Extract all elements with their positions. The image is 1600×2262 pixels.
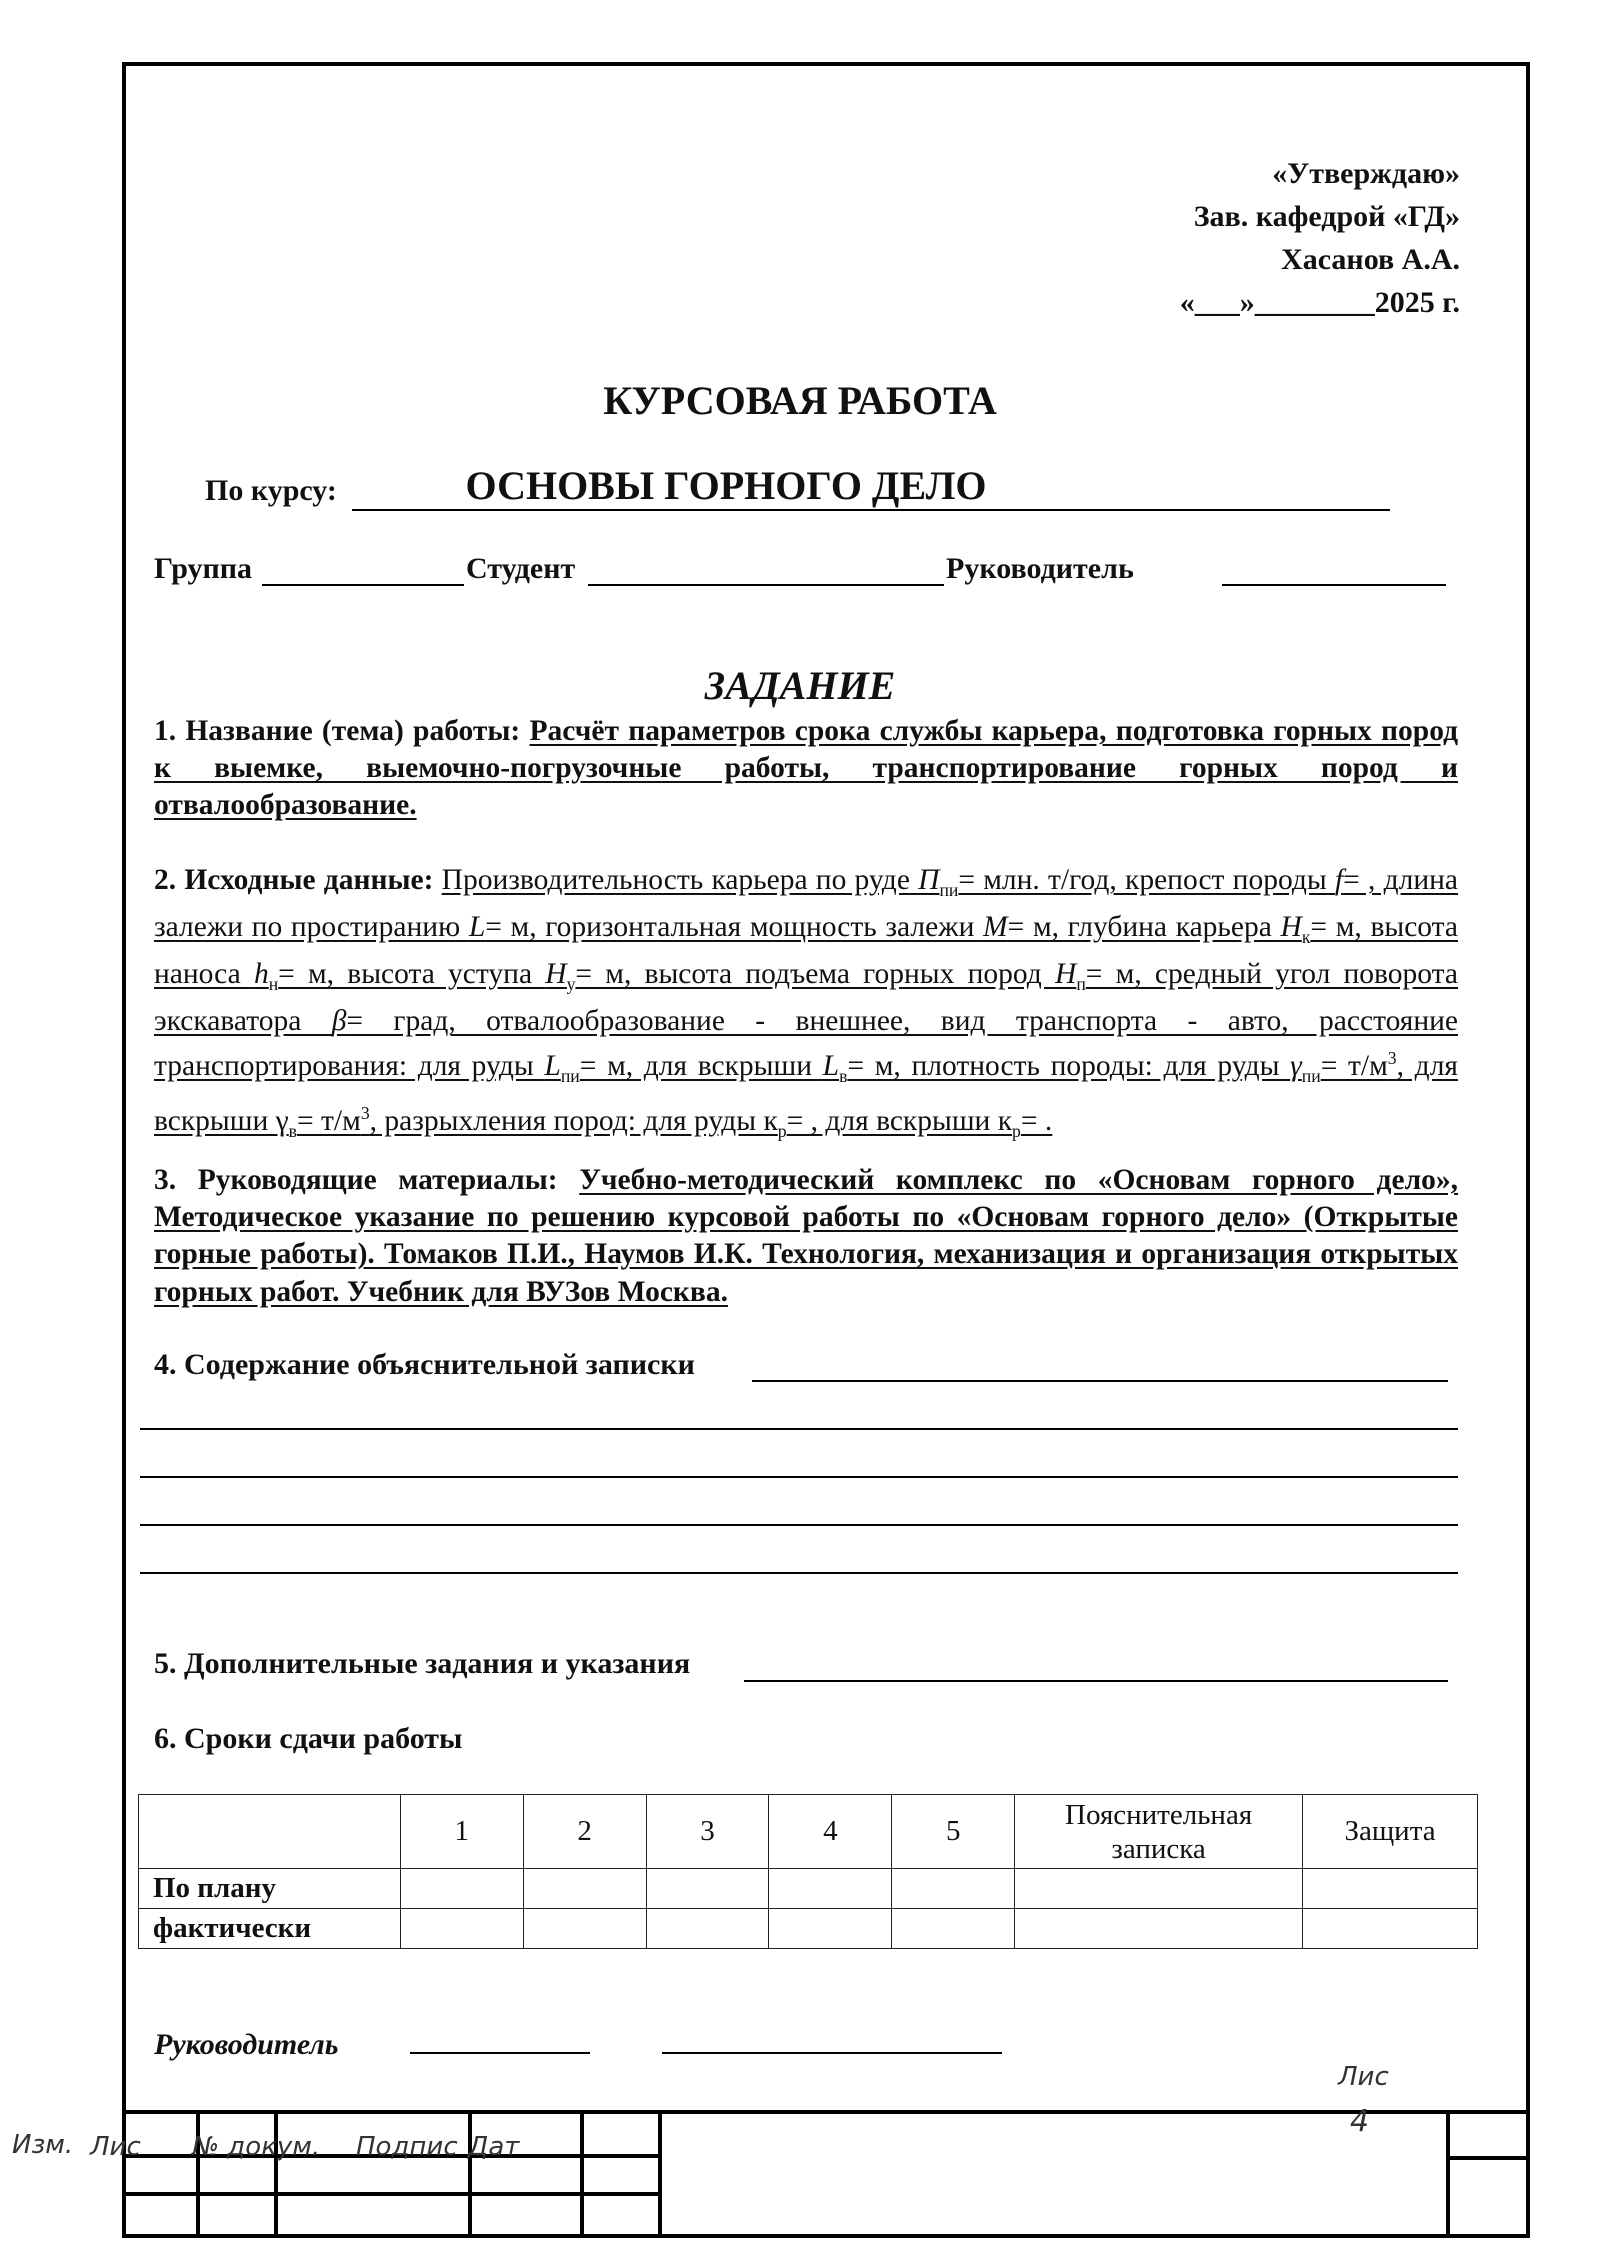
schedule-row xyxy=(139,1869,1478,1909)
course-name: ОСНОВЫ ГОРНОГО ДЕЛО xyxy=(465,463,987,508)
course-label: По курсу: xyxy=(205,474,337,507)
approval-line-3: Хасанов А.А. xyxy=(1281,243,1460,276)
stamp-col-divider xyxy=(1446,2110,1450,2238)
schedule-header-cell: 4 xyxy=(769,1795,892,1869)
section-4-line-1 xyxy=(140,1428,1458,1430)
section-3-text: Учебно-методический комплекс по «Основам горного дело», Методическое указание по решению курсовой работы по «Основам горного дело» (Открытые горные работы). Томаков П.И., Наумов И.К. Технология, механизация и организация открытых горных работ. Учебник для ВУЗов Москва. xyxy=(154,1164,1458,1308)
schedule-cell[interactable] xyxy=(892,1869,1015,1909)
stamp-podpis-label: Подпис xyxy=(356,2132,458,2162)
schedule-cell[interactable] xyxy=(646,1869,769,1909)
stamp-top-border xyxy=(122,2110,1530,2114)
schedule-header-cell: 5 xyxy=(892,1795,1015,1869)
group-field xyxy=(262,584,464,586)
group-label: Группа xyxy=(154,552,253,585)
schedule-cell[interactable] xyxy=(892,1909,1015,1949)
stamp-sheet-number: 4 xyxy=(1350,2104,1370,2139)
student-label: Студент xyxy=(466,552,576,585)
section-6-label: 6. Сроки сдачи работы xyxy=(154,1722,463,1755)
schedule-header-cell: 2 xyxy=(523,1795,646,1869)
schedule-cell[interactable] xyxy=(1303,1909,1478,1949)
section-1-text: Расчёт параметров срока службы карьера, подготовка горных пород к выемке, выемочно-погрузочные работы, транспортирование горных пород и отвалообразование. xyxy=(154,715,1459,822)
schedule-cell[interactable] xyxy=(769,1869,892,1909)
schedule-row-label: фактически xyxy=(139,1909,401,1949)
task-title: ЗАДАНИЕ xyxy=(704,663,896,708)
schedule-cell[interactable] xyxy=(1015,1909,1303,1949)
stamp-col-divider xyxy=(468,2110,472,2238)
section-4-label: 4. Содержание объяснительной записки xyxy=(154,1348,695,1381)
approval-block xyxy=(1180,152,1460,324)
document-title: КУРСОВАЯ РАБОТА xyxy=(603,378,997,423)
section-3 xyxy=(154,1162,1458,1311)
supervisor-field xyxy=(1222,584,1446,586)
schedule-row-label: По плану xyxy=(139,1869,401,1909)
section-1 xyxy=(154,713,1458,825)
supervisor-label: Руководитель xyxy=(946,552,1134,585)
approval-line-1: «Утверждаю» xyxy=(1272,157,1460,190)
stamp-sheet-label: Лис xyxy=(1338,2062,1389,2092)
schedule-cell[interactable] xyxy=(769,1909,892,1949)
section-4-line-4 xyxy=(140,1572,1458,1574)
stamp-date-label: Дат xyxy=(468,2132,520,2162)
schedule-row xyxy=(139,1909,1478,1949)
signature-name-field xyxy=(662,2052,1002,2054)
schedule-header-cell: Пояснительная записка xyxy=(1015,1795,1303,1869)
stamp-sheet-divider xyxy=(1448,2156,1528,2160)
section-4-field xyxy=(752,1380,1448,1382)
section-4-line-2 xyxy=(140,1476,1458,1478)
schedule-cell[interactable] xyxy=(646,1909,769,1949)
schedule-cell[interactable] xyxy=(1303,1869,1478,1909)
signature-field xyxy=(410,2052,590,2054)
stamp-col-divider xyxy=(580,2110,584,2238)
schedule-cell[interactable] xyxy=(400,1909,523,1949)
section-4-line-3 xyxy=(140,1524,1458,1526)
section-5-label: 5. Дополнительные задания и указания xyxy=(154,1647,691,1680)
stamp-col-divider xyxy=(196,2110,200,2238)
schedule-header-cell: 3 xyxy=(646,1795,769,1869)
course-underline xyxy=(352,509,1390,511)
approval-line-2: Зав. кафедрой «ГД» xyxy=(1193,200,1460,233)
schedule-cell[interactable] xyxy=(523,1869,646,1909)
stamp-lis-label: Лис xyxy=(90,2132,141,2162)
schedule-header-cell xyxy=(139,1795,401,1869)
schedule-header-cell: 1 xyxy=(400,1795,523,1869)
stamp-col-divider xyxy=(658,2110,662,2238)
schedule-header-row xyxy=(139,1795,1478,1869)
stamp-col-divider xyxy=(274,2110,278,2238)
schedule-table xyxy=(138,1794,1478,1949)
schedule-cell[interactable] xyxy=(1015,1869,1303,1909)
section-2-text: Производительность карьера по руде $П_{пи}=$ млн. т/год, крепост породы f= , длина залежи по простиранию L= м, горизонтальная мощность залежи M= м, глубина карьера $H_к= м$, высота наноса $h_н= м$, высота уступа $H_у= м$, высота подъема горных пород $H_п= м$, средный угол поворота экскаватора β= град, отвалообразование - внешнее, вид транспорта - авто, расстояние транспортирования: для руды $L_{пи}= м$, для вскрыши $L_в= м$, плотность породы: для руды $\gamma_{пи}= т/м^3$, для вскрыши $\gamma_в= т/м^3$, разрыхления пород: для руды $к_р=$ , для вскрыши $к_р=$ . xyxy=(154,864,1458,1142)
stamp-izm-label: Изм. xyxy=(12,2130,74,2160)
schedule-cell[interactable] xyxy=(400,1869,523,1909)
schedule-cell[interactable] xyxy=(523,1909,646,1949)
section-2 xyxy=(154,862,1458,1150)
schedule-header-cell: Защита xyxy=(1303,1795,1478,1869)
stamp-doc-label: № докум. xyxy=(192,2132,321,2162)
section-1-label: 1. Название (тема) работы: xyxy=(154,715,521,747)
section-2-label: 2. Исходные данные: xyxy=(154,864,434,896)
student-field xyxy=(588,584,944,586)
signature-label: Руководитель xyxy=(154,2028,339,2061)
section-5-field xyxy=(744,1680,1448,1682)
section-3-label: 3. Руководящие материалы: xyxy=(154,1164,558,1196)
approval-date: «___»________2025 г. xyxy=(1179,286,1460,319)
